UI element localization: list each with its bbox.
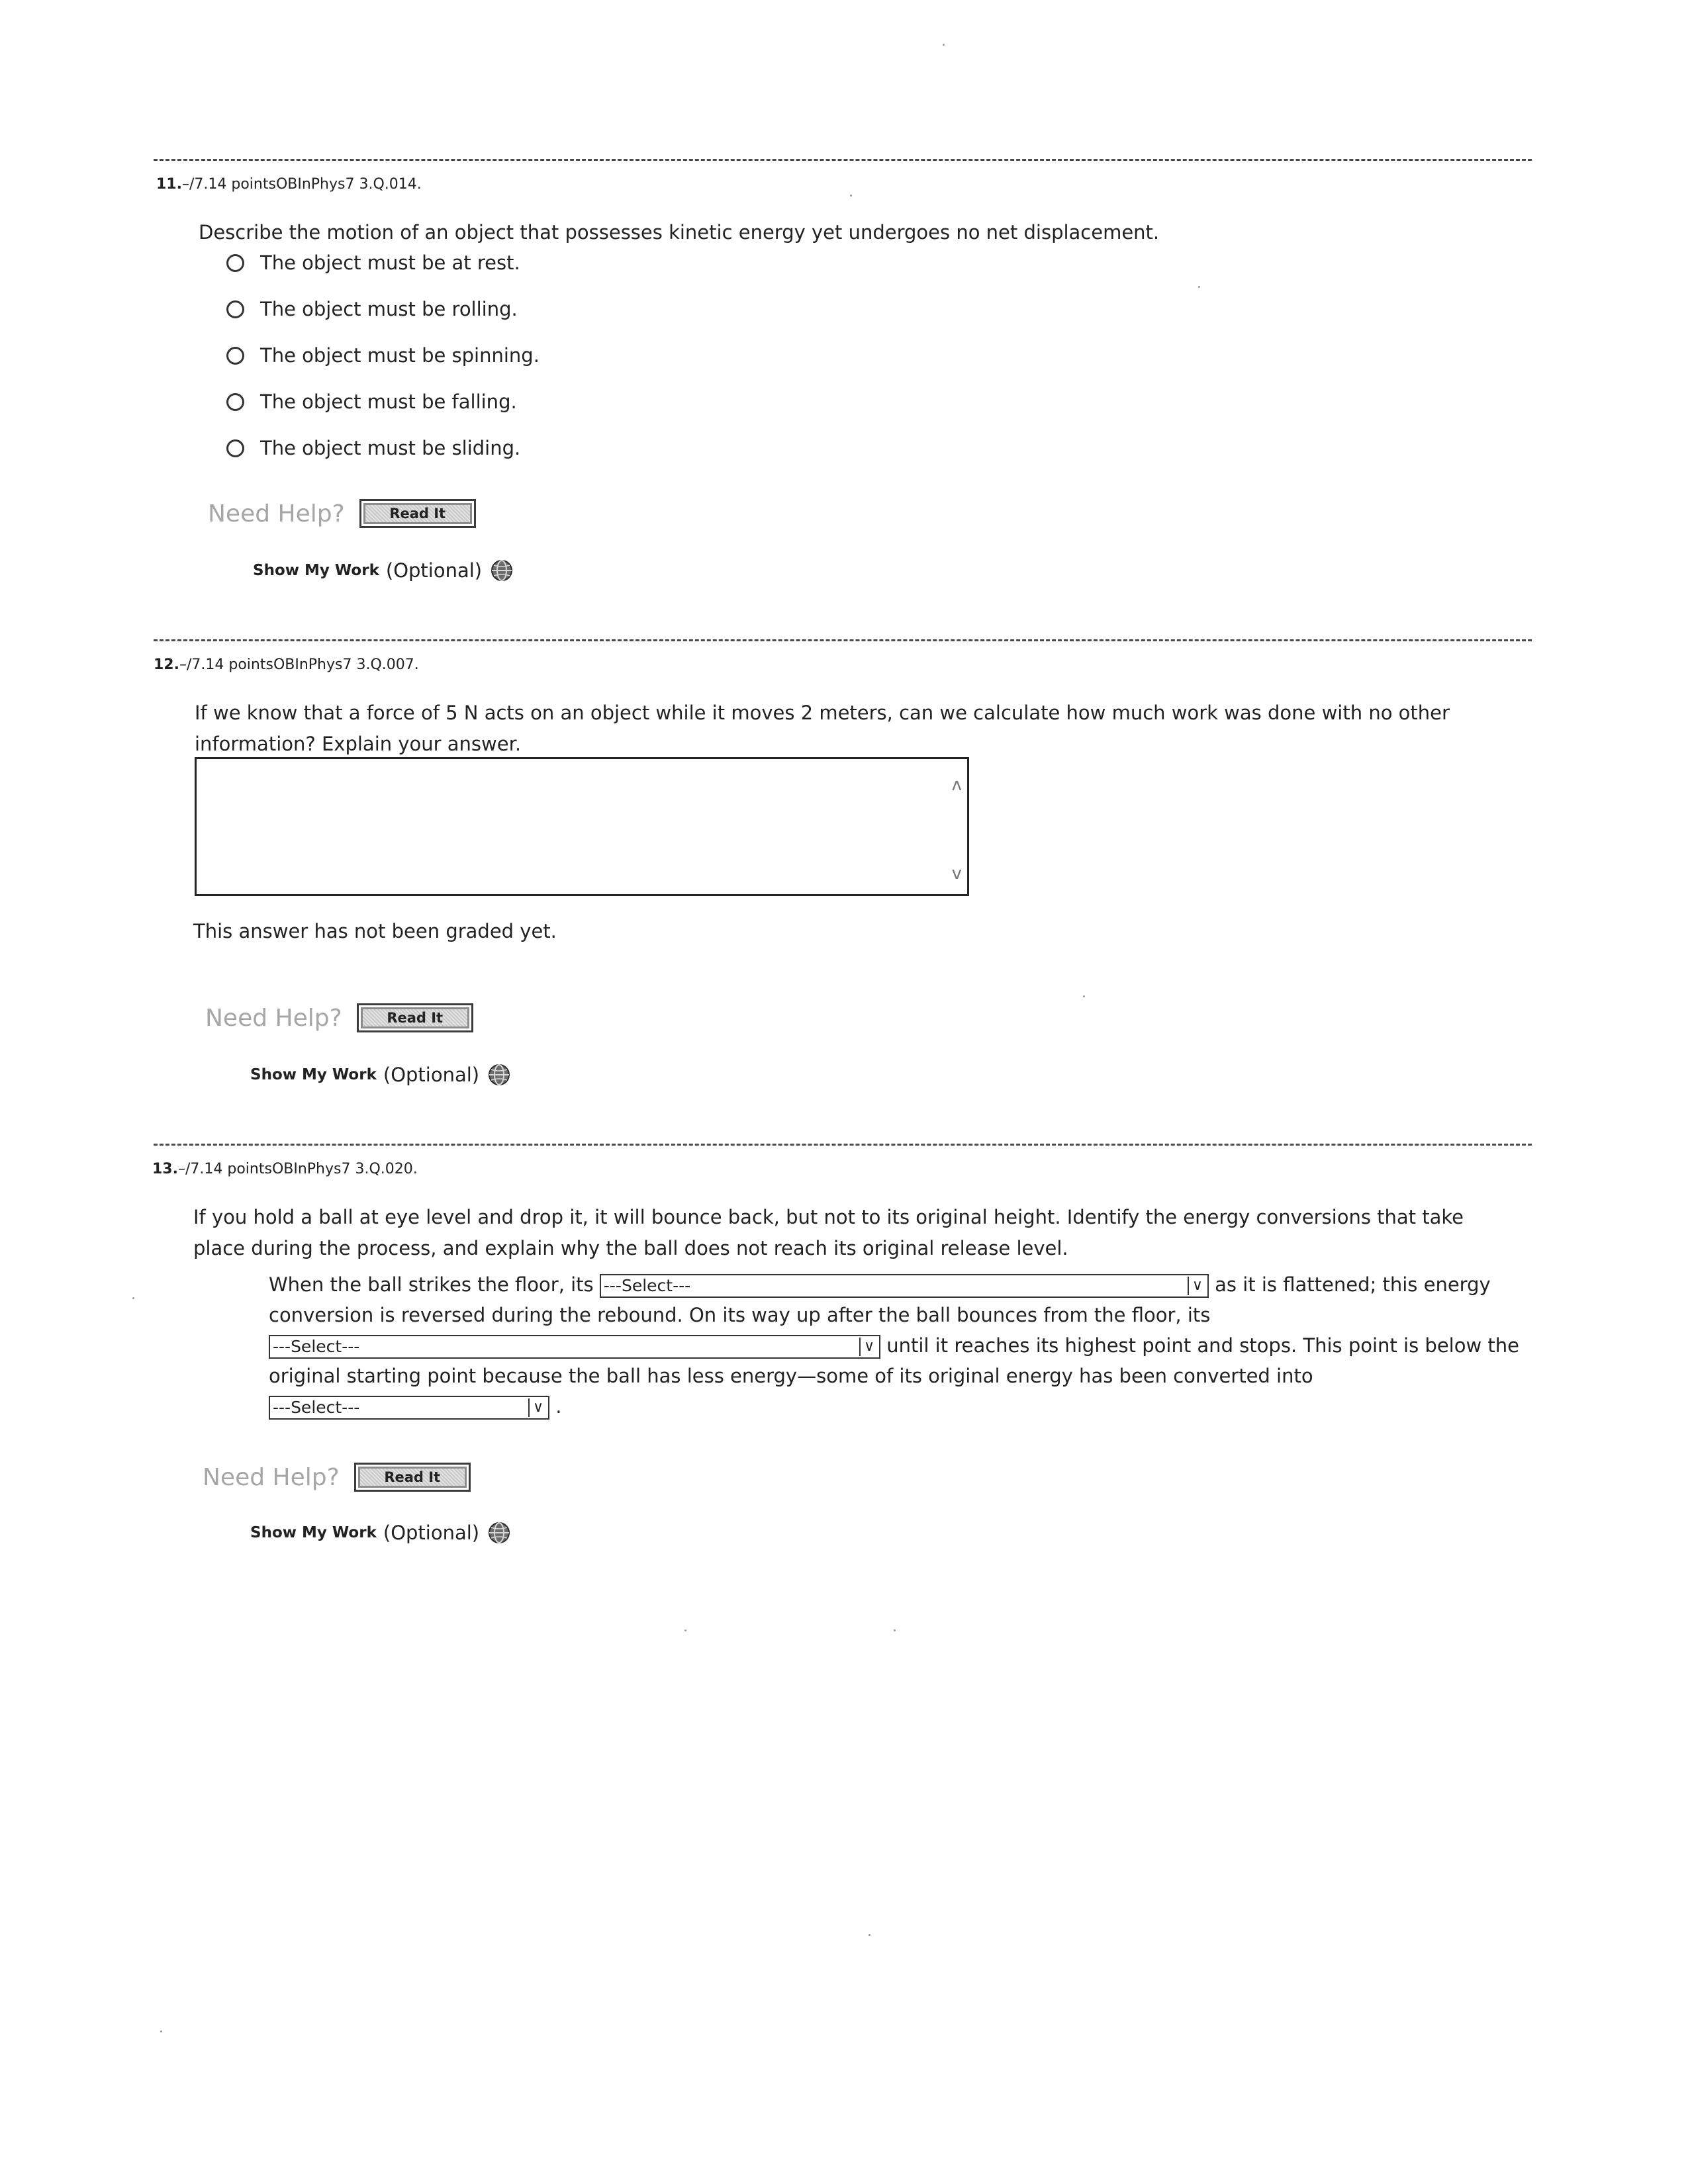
question-prompt-line: If we know that a force of 5 N acts on an object while it moves 2 meters, can we calculate how much work was done with no other (195, 702, 1450, 724)
answer-choice[interactable] (226, 435, 520, 461)
answer-choice[interactable] (226, 296, 518, 322)
answer-textarea[interactable] (197, 759, 967, 894)
optional-label: (Optional) (383, 1522, 480, 1544)
select-value: ---Select--- (603, 1276, 691, 1295)
scan-speck (869, 1934, 870, 1936)
fill-in-text: as it is flattened; this energy conversion is reversed during the rebound. On its way up after the ball bounces from the floor, its (269, 1273, 1491, 1326)
read-it-button[interactable]: Read It (359, 499, 476, 528)
answer-choice-label: The object must be falling. (260, 390, 517, 413)
question-divider (154, 159, 1532, 161)
answer-choice-label: The object must be spinning. (260, 344, 540, 367)
question-points: –/7.14 pointsOBInPhys7 3.Q.014. (181, 176, 422, 193)
scan-speck (1198, 286, 1200, 288)
scan-speck (1083, 995, 1085, 997)
select-value: ---Select--- (273, 1337, 360, 1356)
radio-empty-icon[interactable] (226, 254, 244, 272)
need-help-label: Need Help? (203, 1463, 340, 1491)
question-number: 12. (154, 657, 179, 673)
answer-choice[interactable] (226, 388, 517, 415)
scroll-down-icon[interactable]: v (951, 864, 962, 884)
scan-speck (850, 195, 852, 197)
need-help-label: Need Help? (205, 1004, 342, 1032)
help-globe-icon[interactable] (490, 559, 514, 582)
radio-empty-icon[interactable] (226, 439, 244, 457)
answer-textarea-frame (195, 757, 969, 896)
scroll-up-icon[interactable]: ʌ (951, 775, 962, 795)
question-divider (154, 639, 1532, 641)
question-prompt-line: place during the process, and explain why the ball does not reach its original release level. (193, 1237, 1068, 1259)
show-my-work[interactable] (253, 559, 514, 582)
question-prompt (195, 698, 1532, 760)
chevron-down-icon: ∨ (859, 1338, 878, 1356)
help-globe-icon[interactable] (487, 1521, 511, 1545)
fill-in-paragraph (269, 1269, 1560, 1422)
question-number: 11. (156, 176, 182, 193)
question-number: 13. (152, 1161, 178, 1177)
fill-in-text: . (555, 1395, 562, 1418)
question-prompt-line: If you hold a ball at eye level and drop it, it will bounce back, but not to its original height. Identify the energy conversions that take (193, 1206, 1464, 1228)
show-my-work-label: Show My Work (250, 1524, 377, 1541)
radio-empty-icon[interactable] (226, 347, 244, 365)
need-help-row (208, 499, 476, 528)
question-header (152, 1161, 418, 1177)
show-my-work[interactable] (250, 1063, 511, 1087)
show-my-work-label: Show My Work (253, 562, 379, 579)
question-divider (154, 1144, 1532, 1146)
radio-empty-icon[interactable] (226, 300, 244, 318)
energy-select-1[interactable] (600, 1274, 1209, 1298)
answer-choice-label: The object must be at rest. (260, 251, 520, 274)
optional-label: (Optional) (383, 1064, 480, 1086)
question-header (154, 657, 419, 673)
grading-status: This answer has not been graded yet. (193, 920, 557, 942)
fill-in-text: until it reaches its highest point and stops. This point is below the original starting point because the ball has less energy—some of its original energy has been converted into (269, 1334, 1519, 1387)
need-help-row (203, 1463, 471, 1492)
scan-speck (160, 2030, 162, 2032)
fill-in-text: When the ball strikes the floor, its (269, 1273, 594, 1296)
show-my-work-label: Show My Work (250, 1066, 377, 1083)
need-help-label: Need Help? (208, 500, 345, 527)
scan-speck (943, 44, 945, 46)
question-prompt-line: information? Explain your answer. (195, 733, 522, 755)
scan-speck (132, 1297, 134, 1299)
question-points: –/7.14 pointsOBInPhys7 3.Q.020. (177, 1161, 418, 1177)
chevron-down-icon: ∨ (528, 1398, 547, 1417)
show-my-work[interactable] (250, 1521, 511, 1545)
help-globe-icon[interactable] (487, 1063, 511, 1087)
scan-speck (894, 1629, 896, 1631)
radio-empty-icon[interactable] (226, 393, 244, 411)
answer-choice-label: The object must be sliding. (260, 437, 521, 459)
question-header (156, 176, 422, 193)
select-value: ---Select--- (273, 1398, 360, 1417)
question-points: –/7.14 pointsOBInPhys7 3.Q.007. (179, 657, 419, 673)
question-prompt (193, 1202, 1537, 1264)
question-prompt: Describe the motion of an object that possesses kinetic energy yet undergoes no net displacement. (199, 221, 1160, 244)
answer-choice[interactable] (226, 250, 520, 276)
read-it-button[interactable]: Read It (354, 1463, 471, 1492)
optional-label: (Optional) (385, 559, 483, 582)
energy-select-3[interactable] (269, 1396, 549, 1420)
answer-choice-label: The object must be rolling. (260, 298, 518, 320)
need-help-row (205, 1003, 473, 1032)
scan-speck (684, 1629, 686, 1631)
chevron-down-icon: ∨ (1188, 1277, 1206, 1295)
answer-choice[interactable] (226, 342, 540, 369)
energy-select-2[interactable] (269, 1335, 880, 1359)
read-it-button[interactable]: Read It (357, 1003, 473, 1032)
